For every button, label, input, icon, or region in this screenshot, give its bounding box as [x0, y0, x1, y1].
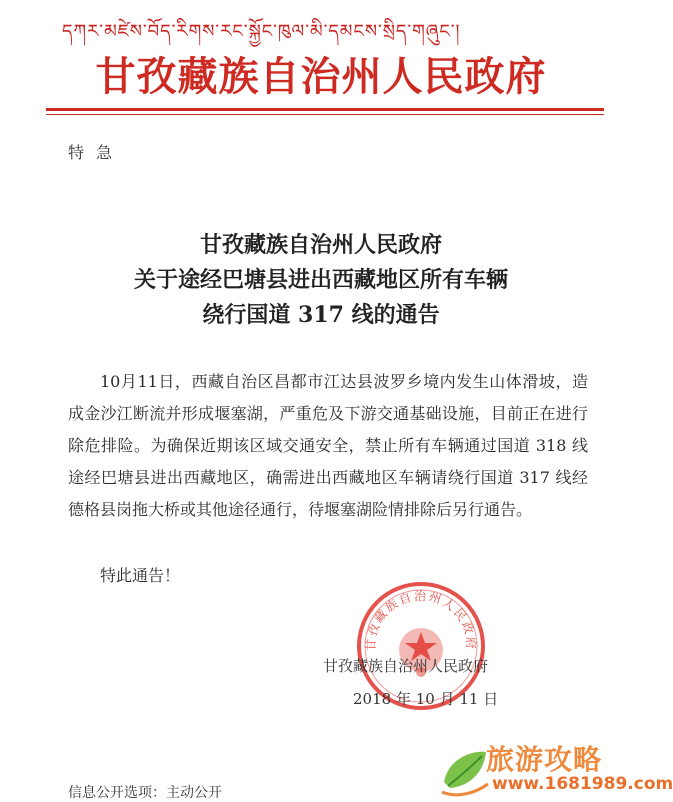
- signature-date: 2018 年 10 月 11 日: [353, 690, 499, 708]
- tibetan-header-line: དཀར་མཛེས་བོད་རིགས་རང་སྐྱོང་ཁུལ་མི་དམངས་སྲིད་གཞུང་།: [62, 21, 461, 42]
- document-title-line-3: 绕行国道 317 线的通告: [202, 302, 440, 328]
- site-watermark: [436, 738, 673, 800]
- watermark-url: www.1681989.com: [492, 774, 673, 794]
- disclosure-option: 信息公开选项：主动公开: [68, 785, 222, 801]
- seal-text: 甘孜藏族自治州人民政府: [363, 589, 479, 652]
- document-title-line-1: 甘孜藏族自治州人民政府: [199, 232, 442, 258]
- notice-body: [68, 366, 588, 526]
- signature-organization: 甘孜藏族自治州人民政府: [323, 657, 489, 675]
- urgency-label: 特急: [68, 143, 125, 162]
- closing-line: 特此通告！: [100, 566, 181, 585]
- document-title-line-2: 关于途经巴塘县进出西藏地区所有车辆: [133, 267, 508, 293]
- header-divider-thick: [46, 108, 604, 111]
- issuing-organization-title: 甘孜藏族自治州人民政府: [95, 54, 547, 100]
- watermark-brand: 旅游攻略: [486, 743, 603, 776]
- notice-paragraph: 10月11日，西藏自治区昌都市江达县波罗乡境内发生山体滑坡，造成金沙江断流并形成堰塞湖，严重危及下游交通基础设施，目前正在进行除危排险。为确保近期该区域交通安全，禁止所有车辆通过国道 318 线途经巴塘县进出西藏地区，确需进出西藏地区车辆请绕行国道 317 线经德格县岗拖大桥或其他途径通行，待堰塞湖险情排除后另行通告。: [68, 372, 588, 519]
- header-divider-thin: [46, 114, 604, 115]
